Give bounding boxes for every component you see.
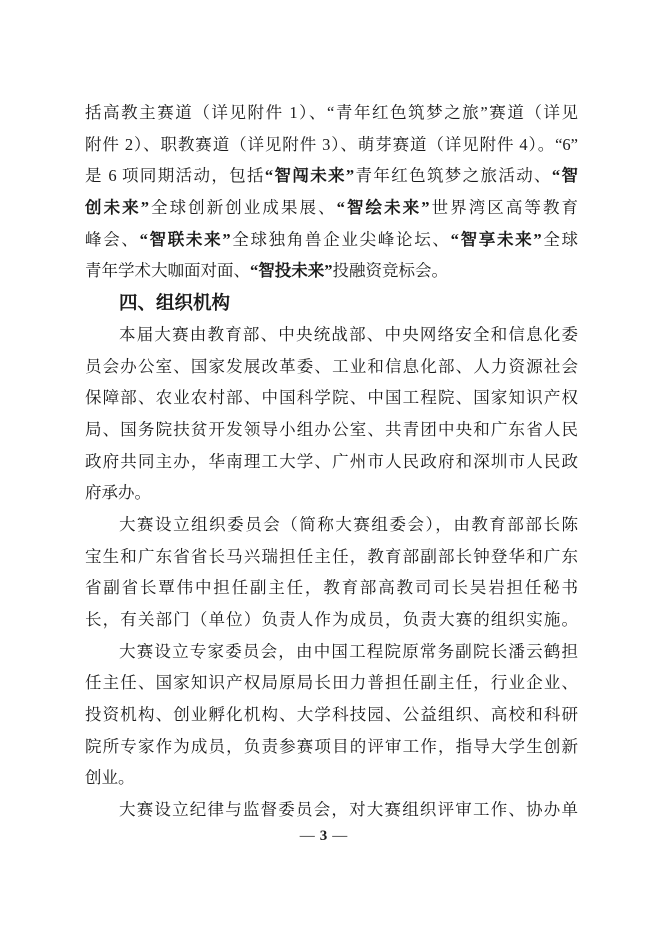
- document-line: [85, 446, 578, 478]
- text-segment: 院所专家作为成员，负责参赛项目的评审工作，指导大学生创新: [85, 736, 578, 756]
- document-line: [85, 477, 578, 509]
- text-segment: 投资机构、创业孵化机构、大学科技园、公益组织、高校和科研: [85, 705, 578, 725]
- text-segment: 创业。: [85, 768, 135, 788]
- document-line: [85, 224, 578, 256]
- document-line: [85, 699, 578, 731]
- text-segment: 长，有关部门（单位）负责人作为成员，负责大赛的组织实施。: [85, 610, 578, 629]
- document-line: [85, 667, 578, 699]
- bold-text-segment: 四、组织机构: [119, 292, 231, 314]
- text-segment: 大赛设立纪律与监督委员会，对大赛组织评审工作、协办单: [119, 800, 578, 820]
- bold-text-segment: “智享未来”: [450, 229, 542, 249]
- text-segment: 大赛设立专家委员会，由中国工程院原常务副院长潘云鹤担: [119, 641, 578, 661]
- document-line: [85, 794, 578, 826]
- document-line: [85, 414, 578, 446]
- bold-text-segment: 创未来”: [85, 198, 149, 218]
- bold-text-segment: “智: [551, 166, 578, 186]
- bold-text-segment: “智绘未来”: [336, 198, 430, 218]
- document-line: [85, 382, 578, 414]
- document-line: [85, 351, 578, 383]
- page-number: [0, 826, 647, 846]
- text-segment: 峰会、: [85, 229, 140, 249]
- text-segment: 括高教主赛道（详见附件 1）、“青年红色筑梦之旅”赛道（详见: [85, 103, 578, 122]
- text-segment: 青年红色筑梦之旅活动、: [354, 166, 552, 186]
- document-line: [85, 731, 578, 763]
- page-number-value: 3: [319, 828, 328, 844]
- text-segment: 青年学术大咖面对面、: [85, 261, 250, 281]
- page-number-suffix-dash: —: [332, 828, 348, 844]
- document-line: [85, 97, 578, 129]
- bold-text-segment: “智闯未来”: [264, 166, 355, 186]
- text-segment: 局、国务院扶贫开发领导小组办公室、共青团中央和广东省人民: [85, 419, 578, 439]
- text-segment: 府承办。: [85, 483, 151, 503]
- text-segment: 任主任、国家知识产权局原局长田力普担任副主任，行业企业、: [85, 673, 578, 693]
- text-segment: 保障部、农业农村部、中国科学院、中国工程院、国家知识产权: [85, 388, 578, 408]
- bold-text-segment: “智投未来”: [250, 261, 333, 281]
- text-segment: 员会办公室、国家发展改革委、工业和信息化部、人力资源社会: [85, 356, 578, 376]
- document-line: [85, 541, 578, 573]
- document-line: [85, 572, 578, 604]
- text-segment: 世界湾区高等教育: [429, 198, 578, 218]
- document-line: [85, 319, 578, 351]
- page-number-prefix-dash: —: [299, 828, 315, 844]
- text-segment: 投融资竞标会。: [332, 261, 448, 281]
- text-segment: 是 6 项同期活动，包括: [85, 166, 265, 186]
- text-segment: 附件 2）、职教赛道（详见附件 3）、萌芽赛道（详见附件 4）。“6”: [85, 134, 578, 154]
- text-segment: 全球独角兽企业尖峰论坛、: [230, 229, 451, 249]
- document-line: [85, 509, 578, 541]
- document-line: [85, 192, 578, 224]
- document-line: [85, 762, 578, 794]
- text-segment: 大赛设立组织委员会（简称大赛组委会），由教育部部长陈: [119, 514, 578, 534]
- text-segment: 省副省长覃伟中担任副主任，教育部高教司司长吴岩担任秘书: [85, 578, 578, 598]
- document-line: [85, 604, 578, 636]
- document-line: [85, 160, 578, 192]
- text-segment: 宝生和广东省省长马兴瑞担任主任，教育部副部长钟登华和广东: [85, 546, 578, 566]
- document-line: [85, 255, 578, 287]
- text-segment: 本届大赛由教育部、中央统战部、中央网络安全和信息化委: [119, 324, 578, 344]
- text-segment: 全球: [541, 229, 578, 249]
- document-body: [85, 97, 578, 826]
- document-line: [85, 129, 578, 161]
- text-segment: 全球创新创业成果展、: [148, 198, 337, 218]
- text-segment: 政府共同主办，华南理工大学、广州市人民政府和深圳市人民政: [85, 451, 578, 471]
- bold-text-segment: “智联未来”: [139, 229, 231, 249]
- document-line: [85, 636, 578, 668]
- section-heading: [85, 287, 578, 319]
